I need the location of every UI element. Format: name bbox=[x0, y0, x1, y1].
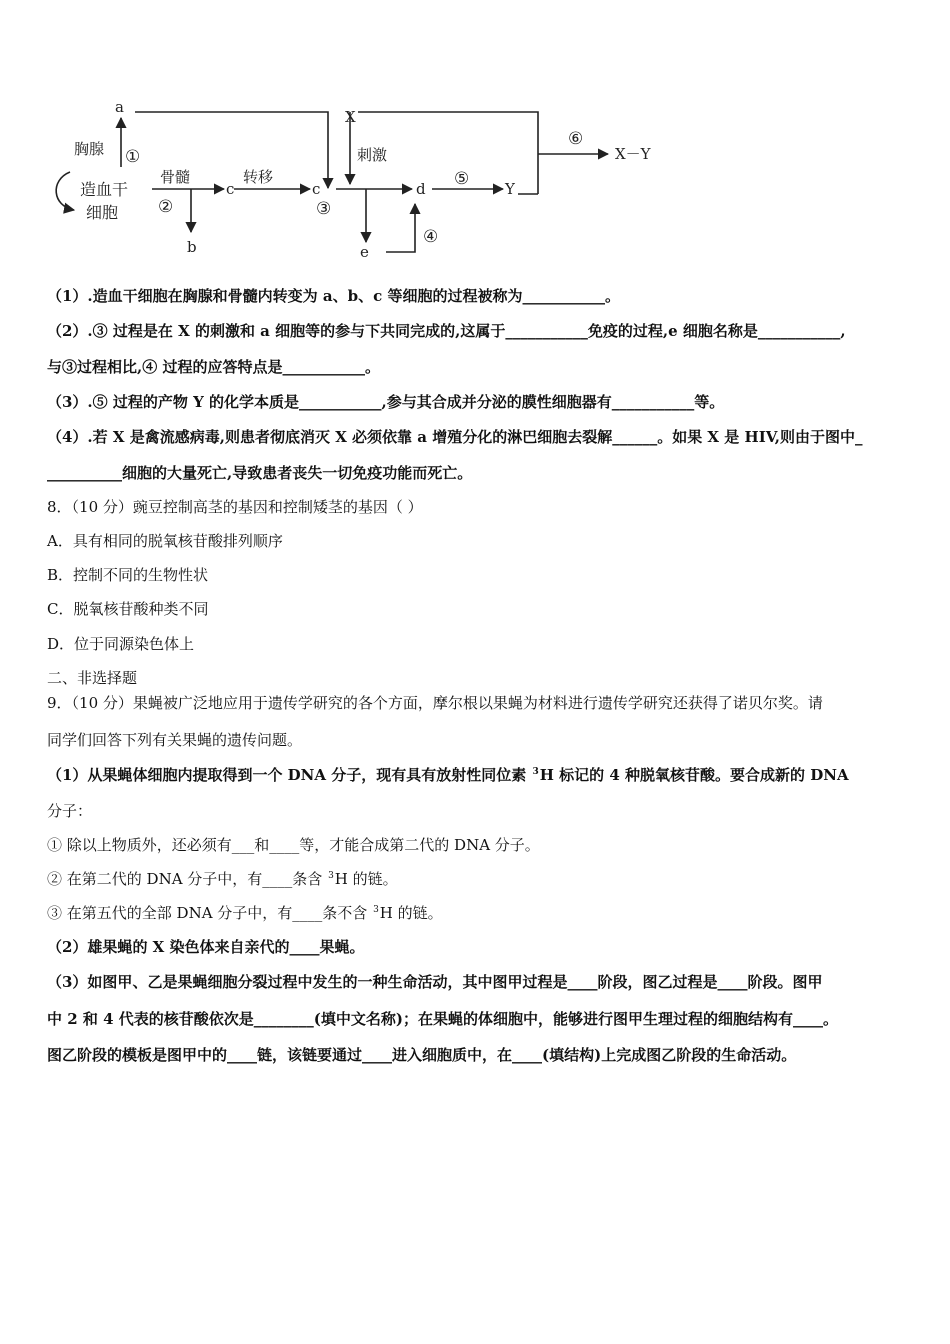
q9-part3-line3: 图乙阶段的模板是图甲中的____链，该链要通过____进入细胞质中，在____(填结构)上完成图乙阶段的生命活动。 bbox=[47, 1046, 797, 1064]
q7-part2-line2: 与③过程相比,④ 过程的应答特点是___________。 bbox=[47, 358, 380, 376]
label-b: b bbox=[187, 238, 197, 256]
label-hsc-2: 细胞 bbox=[86, 203, 119, 222]
section-heading: 二、非选择题 bbox=[47, 669, 138, 687]
q9-sub2-post: H 的链。 bbox=[334, 870, 398, 888]
label-y: Y bbox=[505, 180, 515, 198]
label-stimulus: 刺激 bbox=[357, 146, 388, 164]
q9-part1-post: H 标记的 4 种脱氧核苷酸。要合成新的 DNA bbox=[539, 766, 849, 784]
step-1: ① bbox=[125, 147, 141, 167]
label-x: X bbox=[345, 108, 356, 126]
q7-part4-line1: （4）.若 X 是禽流感病毒,则患者彻底消灭 X 必须依靠 a 增殖分化的淋巴细胞去裂解______。如果 X 是 HIV,则由于图中_ bbox=[47, 428, 863, 446]
q8-option-d: D．位于同源染色体上 bbox=[47, 635, 195, 653]
label-e: e bbox=[360, 243, 369, 261]
immune-process-diagram bbox=[40, 92, 680, 272]
q9-part3-line2: 中 2 和 4 代表的核苷酸依次是________(填中文名称)；在果蝇的体细胞中，能够进行图甲生理过程的细胞结构有____。 bbox=[47, 1010, 838, 1028]
q9-part1-pre: （1）从果蝇体细胞内提取得到一个 DNA 分子，现有具有放射性同位素 bbox=[47, 766, 532, 784]
q9-part1-line1 bbox=[47, 765, 849, 788]
q9-stem-line2: 同学们回答下列有关果蝇的遗传问题。 bbox=[47, 731, 303, 749]
q7-part4-line2: __________细胞的大量死亡,导致患者丧失一切免疫功能而死亡。 bbox=[47, 464, 473, 482]
label-xy: X－Y bbox=[615, 145, 651, 163]
q9-part2: （2）雄果蝇的 X 染色体来自亲代的____果蝇。 bbox=[47, 938, 365, 956]
isotope-superscript: 3 bbox=[328, 871, 334, 881]
q9-part3-line1: （3）如图甲、乙是果蝇细胞分裂过程中发生的一种生命活动，其中图甲过程是____阶段，图乙过程是____阶段。图甲 bbox=[47, 973, 823, 991]
step-5: ⑤ bbox=[454, 169, 470, 189]
label-d: d bbox=[416, 180, 426, 198]
q8-option-c: C．脱氧核苷酸种类不同 bbox=[47, 600, 209, 618]
q8-stem: 8．（10 分）豌豆控制高茎的基因和控制矮茎的基因（ ） bbox=[47, 498, 423, 516]
self-renewal-loop-icon bbox=[56, 172, 74, 210]
q9-part1-line2: 分子： bbox=[47, 802, 93, 820]
label-c1: c bbox=[226, 180, 235, 198]
q9-sub3-pre: ③ 在第五代的全部 DNA 分子中，有____条不含 bbox=[47, 904, 373, 922]
q8-option-b: B．控制不同的生物性状 bbox=[47, 566, 209, 584]
step-4: ④ bbox=[423, 227, 439, 247]
q9-stem-line1: 9．（10 分）果蝇被广泛地应用于遗传学研究的各个方面，摩尔根以果蝇为材料进行遗传学研究还获得了诺贝尔奖。请 bbox=[47, 694, 823, 712]
label-c2: c bbox=[312, 180, 321, 198]
q8-option-a: A．具有相同的脱氧核苷酸排列顺序 bbox=[47, 532, 283, 550]
label-thymus: 胸腺 bbox=[74, 140, 105, 158]
label-transfer: 转移 bbox=[243, 168, 274, 186]
arrow-e-to-d bbox=[386, 204, 415, 252]
isotope-superscript: 3 bbox=[373, 905, 379, 915]
q7-part3: （3）.⑤ 过程的产物 Y 的化学本质是___________,参与其合成并分泌的膜性细胞器有___________等。 bbox=[47, 393, 725, 411]
step-6: ⑥ bbox=[568, 129, 584, 149]
q9-sub3-post: H 的链。 bbox=[379, 904, 443, 922]
label-bone-marrow: 骨髓 bbox=[160, 168, 191, 186]
q7-part2-line1: （2）.③ 过程是在 X 的刺激和 a 细胞等的参与下共同完成的,这属于___________免疫的过程,e 细胞名称是___________, bbox=[47, 322, 846, 340]
label-hsc-1: 造血干 bbox=[80, 180, 129, 199]
step-3: ③ bbox=[316, 199, 332, 219]
isotope-superscript: 3 bbox=[532, 767, 539, 777]
q9-sub3 bbox=[47, 903, 443, 926]
q9-sub1: ① 除以上物质外，还必须有___和____等，才能合成第二代的 DNA 分子。 bbox=[47, 836, 540, 854]
step-2: ② bbox=[158, 197, 174, 217]
q9-sub2-pre: ② 在第二代的 DNA 分子中，有____条含 bbox=[47, 870, 328, 888]
q7-part1: （1）.造血干细胞在胸腺和骨髓内转变为 a、b、c 等细胞的过程被称为___________。 bbox=[47, 287, 620, 305]
label-a: a bbox=[115, 98, 124, 116]
q9-sub2 bbox=[47, 869, 398, 892]
